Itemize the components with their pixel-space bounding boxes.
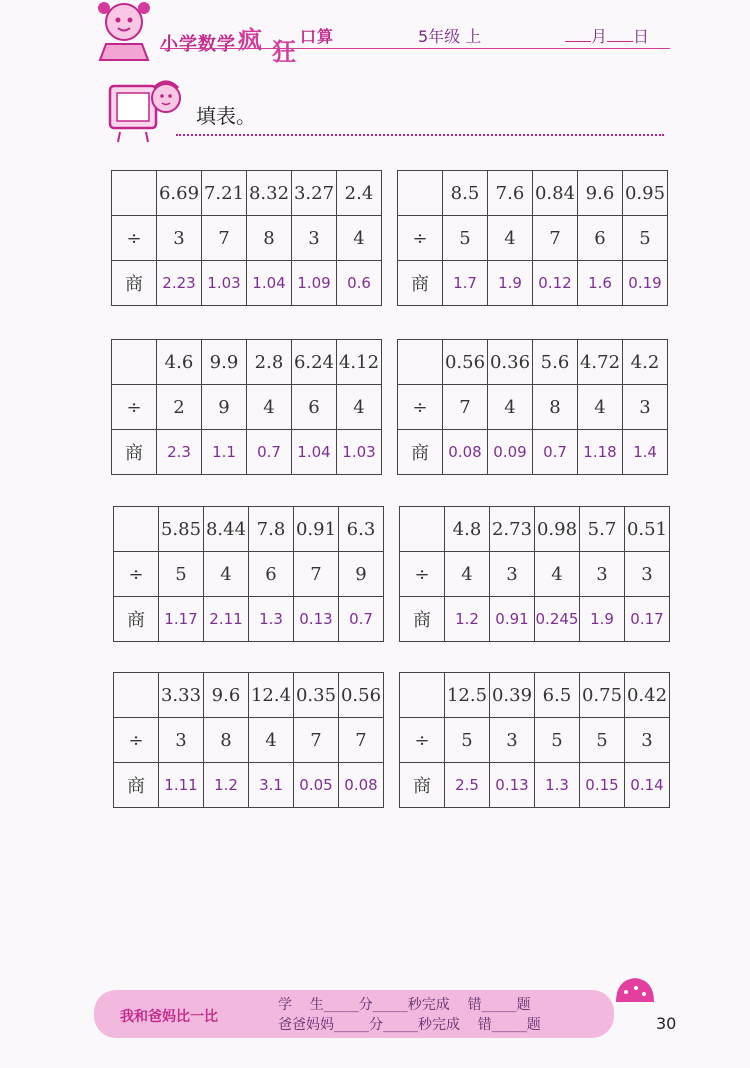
compare-label: 我和爸妈比一比: [120, 1009, 218, 1025]
dividend-cell: 3.33: [159, 673, 204, 718]
dividend-cell: 4.8: [445, 507, 490, 552]
kid-with-board-icon: [108, 76, 184, 144]
quotient-cell: 0.08: [339, 763, 384, 808]
dividend-cell: 0.35: [294, 673, 339, 718]
table-row: [400, 718, 670, 763]
table-row: [398, 261, 668, 306]
dividend-cell: 9.6: [204, 673, 249, 718]
page-number: 30: [656, 1014, 677, 1033]
quotient-cell: 2.23: [157, 261, 202, 306]
header-rule: [160, 48, 670, 49]
day-blank: [607, 27, 633, 42]
day-label: 日: [633, 27, 650, 46]
quotient-cell: 2.5: [445, 763, 490, 808]
brand-part1: 小学数学: [160, 34, 236, 55]
divisor-cell: 3: [159, 718, 204, 763]
division-table: [113, 506, 384, 642]
quotient-cell: 1.17: [159, 597, 204, 642]
dividend-cell: 6.69: [157, 171, 202, 216]
divide-label: ÷: [398, 216, 443, 261]
quotient-cell: 1.3: [535, 763, 580, 808]
dividend-cell: 2.8: [247, 340, 292, 385]
table-row: [112, 216, 382, 261]
quotient-cell: 1.9: [488, 261, 533, 306]
grade-label: 5年级 上: [418, 27, 482, 46]
divisor-cell: 3: [580, 552, 625, 597]
table-row: [398, 171, 668, 216]
quotient-cell: 0.13: [294, 597, 339, 642]
dividend-cell: 5.85: [159, 507, 204, 552]
quotient-cell: 1.03: [202, 261, 247, 306]
quotient-label: 商: [398, 430, 443, 475]
quotient-cell: 0.09: [488, 430, 533, 475]
division-table: [399, 672, 670, 808]
corner-cell: [398, 171, 443, 216]
divisor-cell: 4: [488, 385, 533, 430]
quotient-cell: 0.91: [490, 597, 535, 642]
dividend-cell: 2.4: [337, 171, 382, 216]
quotient-label: 商: [112, 261, 157, 306]
dividend-cell: 7.21: [202, 171, 247, 216]
divisor-cell: 7: [443, 385, 488, 430]
divisor-cell: 9: [202, 385, 247, 430]
table-row: [400, 763, 670, 808]
corner-cell: [112, 171, 157, 216]
quotient-cell: 2.3: [157, 430, 202, 475]
table-row: [112, 261, 382, 306]
divisor-cell: 7: [202, 216, 247, 261]
dividend-cell: 4.12: [337, 340, 382, 385]
divisor-cell: 3: [292, 216, 337, 261]
dividend-cell: 0.51: [625, 507, 670, 552]
quotient-cell: 1.04: [247, 261, 292, 306]
table-row: [114, 763, 384, 808]
quotient-label: 商: [400, 597, 445, 642]
table-row: [114, 507, 384, 552]
dividend-cell: 4.2: [623, 340, 668, 385]
quotient-cell: 0.17: [625, 597, 670, 642]
quotient-cell: 0.13: [490, 763, 535, 808]
dividend-cell: 0.98: [535, 507, 580, 552]
dividend-cell: 3.27: [292, 171, 337, 216]
dividend-cell: 8.32: [247, 171, 292, 216]
brand-crazy1: 疯: [238, 25, 263, 54]
quotient-cell: 0.245: [535, 597, 580, 642]
divisor-cell: 5: [445, 718, 490, 763]
dividend-cell: 8.5: [443, 171, 488, 216]
table-row: [114, 673, 384, 718]
divisor-cell: 5: [443, 216, 488, 261]
quotient-cell: 0.14: [625, 763, 670, 808]
dividend-cell: 6.3: [339, 507, 384, 552]
divisor-cell: 7: [294, 552, 339, 597]
quotient-cell: 0.12: [533, 261, 578, 306]
dividend-cell: 4.72: [578, 340, 623, 385]
divide-label: ÷: [112, 216, 157, 261]
divisor-cell: 5: [580, 718, 625, 763]
divisor-cell: 3: [490, 552, 535, 597]
table-row: [400, 552, 670, 597]
divisor-cell: 8: [247, 216, 292, 261]
divisor-cell: 6: [249, 552, 294, 597]
quotient-cell: 0.19: [623, 261, 668, 306]
divide-label: ÷: [114, 718, 159, 763]
divisor-cell: 4: [247, 385, 292, 430]
dividend-cell: 6.24: [292, 340, 337, 385]
quotient-cell: 1.09: [292, 261, 337, 306]
dividend-cell: 5.7: [580, 507, 625, 552]
table-row: [400, 673, 670, 718]
division-table: [397, 170, 668, 306]
quotient-cell: 0.7: [339, 597, 384, 642]
dotted-divider: [176, 134, 664, 136]
divisor-cell: 8: [533, 385, 578, 430]
parent-record-line: 爸爸妈妈_____分_____秒完成 错_____题: [278, 1017, 541, 1033]
corner-cell: [114, 507, 159, 552]
quotient-cell: 1.3: [249, 597, 294, 642]
dividend-cell: 0.91: [294, 507, 339, 552]
dividend-cell: 0.95: [623, 171, 668, 216]
division-table: [399, 506, 670, 642]
divisor-cell: 6: [292, 385, 337, 430]
quotient-cell: 1.9: [580, 597, 625, 642]
table-row: [400, 507, 670, 552]
divisor-cell: 4: [488, 216, 533, 261]
cartoon-girl-icon: [88, 0, 160, 62]
table-row: [398, 430, 668, 475]
divisor-cell: 4: [445, 552, 490, 597]
divisor-cell: 5: [159, 552, 204, 597]
quotient-cell: 3.1: [249, 763, 294, 808]
brand-mental: 口算: [300, 27, 335, 46]
dividend-cell: 7.6: [488, 171, 533, 216]
divisor-cell: 4: [578, 385, 623, 430]
table-row: [114, 718, 384, 763]
corner-cell: [400, 673, 445, 718]
quotient-cell: 0.7: [533, 430, 578, 475]
divisor-cell: 9: [339, 552, 384, 597]
divisor-cell: 4: [204, 552, 249, 597]
dividend-cell: 0.36: [488, 340, 533, 385]
divide-label: ÷: [400, 552, 445, 597]
divide-label: ÷: [398, 385, 443, 430]
quotient-cell: 0.05: [294, 763, 339, 808]
divisor-cell: 4: [535, 552, 580, 597]
quotient-cell: 1.2: [445, 597, 490, 642]
table-row: [112, 385, 382, 430]
divisor-cell: 3: [157, 216, 202, 261]
divisor-cell: 4: [337, 385, 382, 430]
dividend-cell: 8.44: [204, 507, 249, 552]
division-table: [113, 672, 384, 808]
corner-cell: [112, 340, 157, 385]
dividend-cell: 2.73: [490, 507, 535, 552]
divisor-cell: 2: [157, 385, 202, 430]
dividend-cell: 0.75: [580, 673, 625, 718]
divisor-cell: 3: [625, 552, 670, 597]
corner-cell: [400, 507, 445, 552]
dividend-cell: 0.56: [339, 673, 384, 718]
table-row: [112, 430, 382, 475]
dividend-cell: 9.6: [578, 171, 623, 216]
date-line: [565, 24, 649, 47]
quotient-cell: 1.03: [337, 430, 382, 475]
divisor-cell: 7: [533, 216, 578, 261]
dividend-cell: 5.6: [533, 340, 578, 385]
quotient-cell: 0.6: [337, 261, 382, 306]
quotient-label: 商: [114, 763, 159, 808]
divisor-cell: 4: [249, 718, 294, 763]
divisor-cell: 3: [490, 718, 535, 763]
divisor-cell: 3: [625, 718, 670, 763]
quotient-cell: 1.04: [292, 430, 337, 475]
quotient-cell: 1.6: [578, 261, 623, 306]
dividend-cell: 0.42: [625, 673, 670, 718]
table-row: [398, 340, 668, 385]
division-table: [111, 339, 382, 475]
quotient-cell: 0.15: [580, 763, 625, 808]
quotient-cell: 1.7: [443, 261, 488, 306]
strawberry-icon: [612, 972, 658, 1012]
divisor-cell: 8: [204, 718, 249, 763]
dividend-cell: 0.84: [533, 171, 578, 216]
dividend-cell: 7.8: [249, 507, 294, 552]
divide-label: ÷: [400, 718, 445, 763]
dividend-cell: 6.5: [535, 673, 580, 718]
quotient-cell: 1.2: [204, 763, 249, 808]
table-row: [398, 385, 668, 430]
corner-cell: [114, 673, 159, 718]
divisor-cell: 4: [337, 216, 382, 261]
table-row: [114, 552, 384, 597]
dividend-cell: 4.6: [157, 340, 202, 385]
month-blank: [565, 27, 591, 42]
quotient-label: 商: [398, 261, 443, 306]
quotient-cell: 1.1: [202, 430, 247, 475]
divide-label: ÷: [114, 552, 159, 597]
divisor-cell: 5: [623, 216, 668, 261]
brand-title: [160, 25, 335, 66]
student-record-line: 学 生_____分_____秒完成 错_____题: [278, 997, 531, 1013]
quotient-cell: 1.4: [623, 430, 668, 475]
page-header: [0, 0, 750, 66]
corner-cell: [398, 340, 443, 385]
table-row: [400, 597, 670, 642]
divide-label: ÷: [112, 385, 157, 430]
dividend-cell: 12.4: [249, 673, 294, 718]
divisor-cell: 6: [578, 216, 623, 261]
divisor-cell: 7: [294, 718, 339, 763]
dividend-cell: 0.39: [490, 673, 535, 718]
instruction-text: 填表。: [196, 104, 256, 128]
table-row: [112, 171, 382, 216]
month-label: 月: [591, 27, 608, 46]
divisor-cell: 5: [535, 718, 580, 763]
dividend-cell: 12.5: [445, 673, 490, 718]
quotient-cell: 2.11: [204, 597, 249, 642]
dividend-cell: 9.9: [202, 340, 247, 385]
dividend-cell: 0.56: [443, 340, 488, 385]
table-row: [398, 216, 668, 261]
brand-crazy2: 狂: [272, 37, 297, 66]
quotient-cell: 0.08: [443, 430, 488, 475]
quotient-label: 商: [400, 763, 445, 808]
table-row: [114, 597, 384, 642]
quotient-cell: 0.7: [247, 430, 292, 475]
quotient-label: 商: [112, 430, 157, 475]
division-table: [111, 170, 382, 306]
quotient-cell: 1.11: [159, 763, 204, 808]
quotient-cell: 1.18: [578, 430, 623, 475]
divisor-cell: 7: [339, 718, 384, 763]
division-table: [397, 339, 668, 475]
table-row: [112, 340, 382, 385]
divisor-cell: 3: [623, 385, 668, 430]
quotient-label: 商: [114, 597, 159, 642]
